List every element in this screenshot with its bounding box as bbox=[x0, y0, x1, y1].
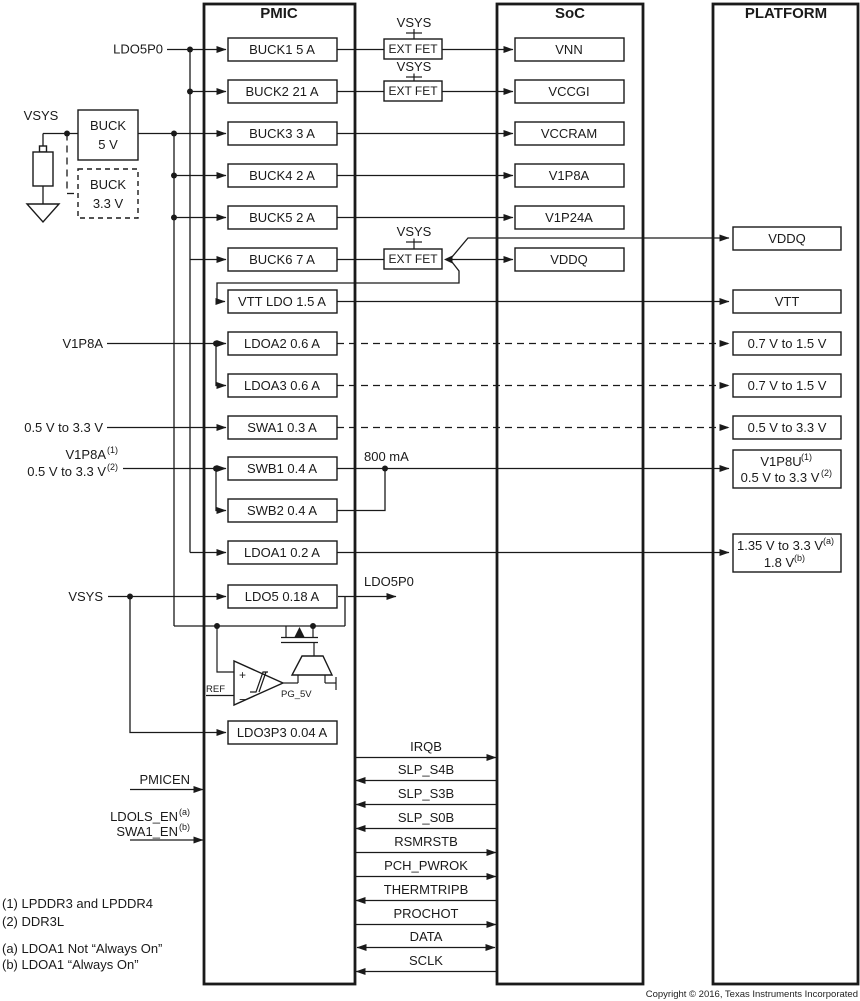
signal-label: DATA bbox=[409, 929, 443, 944]
platform-block-swa1-range bbox=[733, 416, 841, 439]
pmic-block-label: BUCK6 7 A bbox=[249, 252, 315, 267]
pmic-block-label: LDOA2 0.6 A bbox=[244, 336, 320, 351]
ldo5p0-input-label: LDO5P0 bbox=[113, 41, 163, 57]
gate-driver-symbol bbox=[292, 656, 336, 690]
signal-data bbox=[357, 929, 495, 948]
ldols-en-label: LDOLS_EN bbox=[110, 809, 178, 824]
pmic-block-label: LDOA3 0.6 A bbox=[244, 378, 320, 393]
ext-fet-2 bbox=[384, 59, 442, 101]
soc-block-vnn bbox=[515, 38, 624, 61]
pmic-block-ldo3p3 bbox=[228, 721, 337, 744]
platform-block-label: 0.7 V to 1.5 V bbox=[747, 336, 827, 351]
annotations bbox=[364, 449, 414, 589]
pmic-block-buck4 bbox=[228, 164, 337, 187]
footnotes bbox=[2, 896, 162, 972]
platform-column-title: PLATFORM bbox=[744, 5, 828, 22]
buck-5v-label-line1: BUCK bbox=[89, 118, 127, 133]
pmic-block-swb2 bbox=[228, 499, 337, 522]
pmic-block-vtt-ldo bbox=[228, 290, 337, 313]
signal-pch-pwrok bbox=[355, 858, 496, 877]
platform-block-ldoa1-range bbox=[733, 534, 841, 572]
soc-column-title: SoC bbox=[555, 5, 585, 22]
pmic-block-ldoa3 bbox=[228, 374, 337, 397]
pmic-block-label: LDO5 0.18 A bbox=[244, 589, 320, 604]
soc-block-label: V1P8A bbox=[548, 168, 590, 183]
signal-rsmrstb bbox=[355, 834, 496, 853]
soc-block-label: VCCRAM bbox=[540, 126, 598, 141]
signal-slp-s0b bbox=[356, 810, 497, 829]
platform-block-label: 1.35 V to 3.3 V bbox=[736, 538, 824, 553]
pmic-block-label: BUCK3 3 A bbox=[249, 126, 315, 141]
platform-block-label: 0.5 V to 3.3 V bbox=[747, 420, 827, 435]
buck-3v3-label-line1: BUCK bbox=[89, 177, 127, 192]
ext-fet-1 bbox=[384, 15, 442, 59]
pg-5v-label: PG_5V bbox=[281, 689, 312, 700]
footnote-ref: (b) bbox=[794, 553, 805, 563]
soc-block-label: VCCGI bbox=[548, 84, 590, 99]
footnote-ref: (b) bbox=[179, 822, 190, 832]
pmic-block-swb1 bbox=[228, 457, 337, 480]
ext-fet-label: EXT FET bbox=[388, 42, 438, 56]
footnote-2: (2) DDR3L bbox=[2, 914, 65, 929]
pmic-block-label: BUCK1 5 A bbox=[249, 42, 315, 57]
pmic-block-label: SWA1 0.3 A bbox=[247, 420, 317, 435]
soc-block-label: VNN bbox=[555, 42, 583, 57]
pmic-block-label: SWB1 0.4 A bbox=[246, 461, 318, 476]
footnote-a: (a) LDOA1 Not “Always On” bbox=[2, 941, 163, 956]
pmic-column bbox=[204, 4, 355, 984]
plus-input-glyph: + bbox=[239, 668, 247, 682]
platform-block-label: VTT bbox=[774, 294, 800, 309]
pmic-block-ldoa1 bbox=[228, 541, 337, 564]
v1p8a-input-label: V1P8A bbox=[62, 336, 103, 351]
footnote-ref: (1) bbox=[107, 445, 118, 455]
footnote-ref: (1) bbox=[801, 452, 812, 462]
signal-label: PCH_PWROK bbox=[384, 858, 468, 873]
signal-label: THERMTRIPB bbox=[383, 882, 469, 897]
bypass-fet-symbol bbox=[281, 626, 318, 656]
swa1-en-label: SWA1_EN bbox=[116, 824, 178, 839]
ext-fet-3 bbox=[384, 224, 442, 269]
signal-label: SCLK bbox=[409, 953, 443, 968]
platform-column bbox=[713, 4, 858, 984]
footnote-ref: (a) bbox=[179, 807, 190, 817]
pmic-column-title: PMIC bbox=[260, 5, 298, 22]
pmic-block-buck5 bbox=[228, 206, 337, 229]
swb-input-label: V1P8A bbox=[65, 447, 106, 462]
soc-block-label: V1P24A bbox=[545, 210, 593, 225]
vsys-rail-label: VSYS bbox=[396, 59, 432, 74]
signal-label: SLP_S0B bbox=[397, 810, 455, 825]
signal-irqb bbox=[355, 739, 496, 758]
platform-block-vtt bbox=[733, 290, 841, 313]
footnote-ref: (2) bbox=[821, 468, 832, 478]
pmic-block-ldoa2 bbox=[228, 332, 337, 355]
vsys-rail-label: VSYS bbox=[396, 224, 432, 239]
wiring bbox=[43, 50, 729, 841]
soc-block-v1p8a bbox=[515, 164, 624, 187]
footnote-b: (b) LDOA1 “Always On” bbox=[2, 957, 139, 972]
buck-3v3-block bbox=[78, 169, 138, 218]
ext-fet-label: EXT FET bbox=[388, 252, 438, 266]
pmic-block-label: LDOA1 0.2 A bbox=[244, 545, 320, 560]
minus-input-glyph: − bbox=[239, 692, 247, 707]
buck-5v-label-line2: 5 V bbox=[98, 137, 118, 152]
footnote-ref: (a) bbox=[823, 536, 834, 546]
signal-label: SLP_S4B bbox=[397, 762, 455, 777]
pmic-block-buck2 bbox=[228, 80, 337, 103]
ground-symbol bbox=[27, 204, 59, 222]
pmic-block-label: VTT LDO 1.5 A bbox=[238, 294, 326, 309]
ext-fet-label: EXT FET bbox=[388, 84, 438, 98]
vsys-rail-label: VSYS bbox=[396, 15, 432, 30]
buck-5v-block bbox=[78, 110, 138, 160]
body-diode-arrow-icon bbox=[294, 627, 305, 638]
pmic-block-label: BUCK2 21 A bbox=[245, 84, 319, 99]
soc-block-label: VDDQ bbox=[550, 252, 588, 267]
soc-block-vccram bbox=[515, 122, 624, 145]
vsys-ldo5-label: VSYS bbox=[68, 589, 103, 604]
pmic-block-buck1 bbox=[228, 38, 337, 61]
pmic-block-buck3 bbox=[228, 122, 337, 145]
vsys-top-label: VSYS bbox=[23, 108, 59, 123]
swb-current-label: 800 mA bbox=[364, 449, 409, 464]
soc-block-v1p24a bbox=[515, 206, 624, 229]
signal-label: IRQB bbox=[410, 739, 442, 754]
platform-block-ldoa3-range bbox=[733, 374, 841, 397]
platform-block-label: V1P8U bbox=[760, 454, 802, 469]
signal-prochot bbox=[355, 906, 496, 925]
platform-block-label: 0.7 V to 1.5 V bbox=[747, 378, 827, 393]
pmic-block-buck6 bbox=[228, 248, 337, 271]
platform-block-label: VDDQ bbox=[768, 231, 806, 246]
footnote-1: (1) LPDDR3 and LPDDR4 bbox=[2, 896, 154, 911]
soc-block-vccgi bbox=[515, 80, 624, 103]
pmicen-label: PMICEN bbox=[139, 772, 190, 787]
platform-block-label: 0.5 V to 3.3 V bbox=[740, 470, 820, 485]
pmic-block-label: LDO3P3 0.04 A bbox=[236, 725, 328, 740]
pmic-block-label: BUCK5 2 A bbox=[249, 210, 315, 225]
platform-block-v1p8u bbox=[733, 450, 841, 488]
soc-block-vddq bbox=[515, 248, 624, 271]
signal-label: RSMRSTB bbox=[394, 834, 458, 849]
pmic-block-label: BUCK4 2 A bbox=[249, 168, 315, 183]
signal-slp-s4b bbox=[356, 762, 497, 781]
ref-label: REF bbox=[206, 684, 225, 695]
platform-block-label: 1.8 V bbox=[763, 555, 795, 570]
ldo5p0-output-label: LDO5P0 bbox=[364, 574, 414, 589]
footnote-ref: (2) bbox=[107, 462, 118, 472]
pmic-block-label: SWB2 0.4 A bbox=[246, 503, 318, 518]
platform-block-ldoa2-range bbox=[733, 332, 841, 355]
signal-slp-s3b bbox=[356, 786, 497, 805]
copyright-notice: Copyright © 2016, Texas Instruments Incorporated bbox=[645, 989, 858, 1000]
signal-label: SLP_S3B bbox=[397, 786, 455, 801]
signal-label: PROCHOT bbox=[393, 906, 459, 921]
buck-3v3-label-line2: 3.3 V bbox=[92, 196, 124, 211]
swb-range-input-label: 0.5 V to 3.3 V bbox=[27, 464, 106, 479]
battery-symbol bbox=[33, 146, 53, 186]
swa1-range-input-label: 0.5 V to 3.3 V bbox=[24, 420, 103, 435]
pmic-block-swa1 bbox=[228, 416, 337, 439]
signal-thermtripb bbox=[356, 882, 497, 901]
soc-column bbox=[497, 4, 643, 984]
signal-sclk bbox=[356, 953, 497, 972]
pmic-block-ldo5 bbox=[228, 585, 337, 608]
platform-block-vddq bbox=[733, 227, 841, 250]
